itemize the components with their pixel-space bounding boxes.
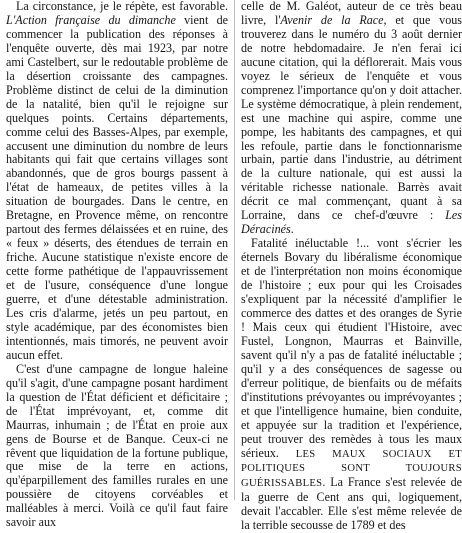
text-run: Fatalité inéluctable !... vont s'écrier les éternels Bovary du libéralisme économique et de l'interprétation non moins économique de l'histoire ; eux pour qui les Croisades s'expliquent par la nécessité d'amplifier le commerce des dattes et des oranges de Syrie ! Mais ceux qui étudient l'Histoire, avec Fustel, Longnon, Maurras et Bainville, savent qu'il n'y a pas de fatalité inéluctable ; qu'il y a des conséquences de sagesse ou d'erreur politique, de bienfaits ou de méfaits d'institutions prévoyantes ou imprévoyantes ; et que l'intelligence humaine, bien conduite, et appuyée sur la tradition et l'expérience, peut trouver des remèdes à tous les maux sérieux. [241, 236, 462, 460]
paragraph-galeot [241, 0, 462, 237]
small-caps-emphasis-run: LES MAUX SOCIAUX ET POLITIQUES SONT TOUJOURS GUÉRISSABLES [241, 448, 462, 490]
italic-title-run: Avenir de la Race [280, 12, 384, 27]
text-run: C'est d'une campagne de longue haleine qu'il s'agit, d'une campagne posant hardiment la question de l'État déficient et déficitaire ; de l'État imprévoyant, et, comme dit Maurras, inhumain ; de l'État en proie aux gens de Bourse et de Banque. Ceux-ci ne rêvent que liquidation de la fortune publique, que mise de la terre en actions, qu'éparpillement des familles rurales en une poussière de citoyens corvéables et malléables à merci. Voilà ce qu'il faut faire savoir aux [6, 361, 228, 530]
paragraph-enquete [6, 0, 228, 363]
column-divider [234, 0, 235, 500]
paragraph-fatalite [241, 237, 462, 533]
italic-title-run: Les Déracinés [241, 208, 462, 237]
paragraph-campagne [6, 363, 228, 530]
text-run: vient de commencer la publication des réponses à l'enquête ouverte, dès mai 1923, par notre ami Castelbert, sur le redoutable problème de la désertion croissante des campagnes. Problème distinct de celui de la diminution de la natalité, bien qu'il le rejoigne sur quelques points. Certains départements, comme celui des Basses-Alpes, par exemple, accusent une diminution du nombre de leurs habitants qui fait que certains villages sont abandonnés, que de gros bourgs passent à l'état de hameaux, de petites villes à la situation de bourgades. Dans le centre, en Bretagne, en Provence même, on rencontre partout des fermes délaissées et en ruine, des « feux » déserts, des étendues de terrain en friche. Aucune statistique n'existe encore de cette forme pathétique de l'appauvrissement et de l'usure, conséquence d'une longue guerre, et d'une détestable administration. Les cris d'alarme, jetés un peu partout, en style académique, par des économistes bien intentionnés, mais timorés, ne peuvent avoir aucun effet. [6, 12, 228, 362]
italic-title-run: L'Action française du dimanche [6, 12, 176, 27]
right-column [241, 0, 462, 533]
text-run: , et que vous trouverez dans le numéro du 3 août dernier de notre hebdomadaire. Je n'en ferai ici aucune citation, qui la déflorerait. Mais vous voyez le sérieux de l'enquête et vous comprenez l'importance qu'on y doit attacher. Le système démocratique, à plein rendement, est une machine qui aspire, comme une pompe, les habitants des campagnes, et qui les refoule, partie dans le fonctionnarisme urbain, partie dans l'industrie, au détriment de la culture nationale, qui est aussi la véritable richesse nationale. Barrès avait décrit ce mal commençant, quant à sa Lorraine, dans ce chef-d'œuvre : [241, 12, 462, 223]
text-run: La circonstance, je le répète, est favorable. [16, 0, 228, 13]
text-run: celle de M. Galéot, auteur de ce très beau livre, l' [241, 0, 462, 27]
left-column [6, 0, 228, 530]
text-run: . La France s'est relevée de la guerre de Cent ans qui, logiquement, devait l'accabler. Elle s'est même relevée de la terrible secousse de 1789 et des [241, 475, 462, 533]
text-run: . [290, 222, 294, 237]
